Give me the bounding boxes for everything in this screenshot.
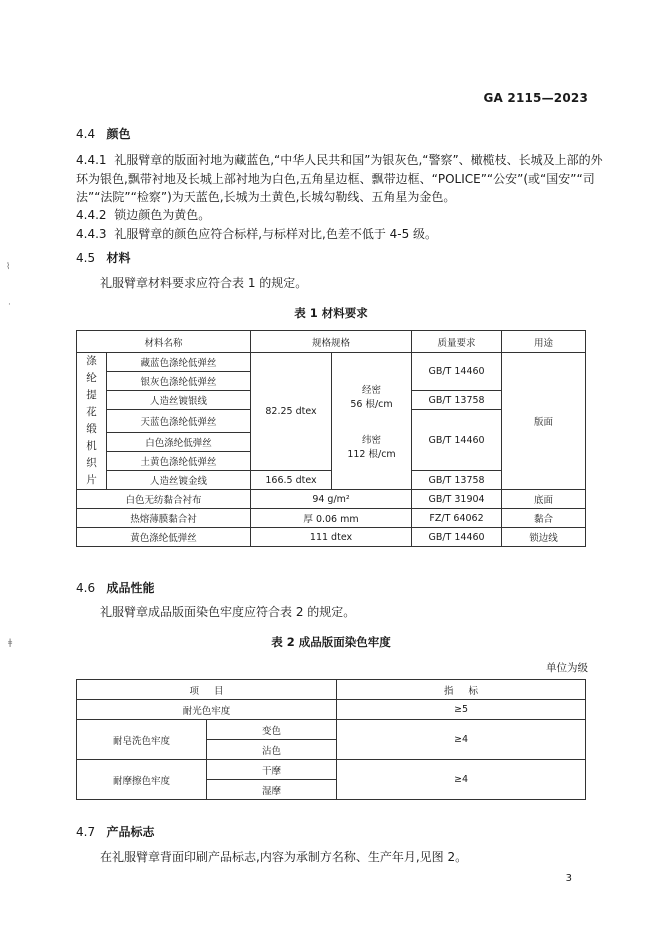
spec-cell: 111 dtex — [251, 528, 412, 547]
section-4-6-paragraph: 礼服臂章成品版面染色牢度应符合表 2 的规定。 — [100, 605, 356, 619]
weft-value: 112 根/cm — [347, 449, 396, 460]
clause-4-4-1-line-2: 环为银色,飘带衬地及长城上部衬地为白色,五角星边框、飘带边框、“POLICE”“公安”(或“国安”“司 — [76, 172, 595, 186]
table-row — [77, 353, 586, 372]
quality-cell: GB/T 13758 — [412, 391, 502, 410]
section-title: 颜色 — [106, 127, 131, 141]
quality-cell: GB/T 14460 — [412, 528, 502, 547]
spec-cell: 厚 0.06 mm — [251, 509, 412, 528]
washing-fastness-label: 耐皂洗色牢度 — [77, 720, 207, 760]
section-number: 4.5 — [76, 251, 96, 265]
clause-number: 4.4.2 — [76, 208, 107, 222]
clause-text: 礼服臂章的版面衬地为藏蓝色,“中华人民共和国”为银灰色,“警察”、橄榄枝、长城及上部的外 — [114, 153, 603, 167]
quality-cell: GB/T 31904 — [412, 490, 502, 509]
material-cell: 人造丝镀金线 — [107, 471, 251, 490]
material-cell: 天蓝色涤纶低弹丝 — [107, 410, 251, 433]
section-4-4-heading — [76, 126, 131, 142]
scan-mark: ǂ — [8, 638, 13, 648]
section-title: 产品标志 — [106, 825, 155, 839]
table-2-caption: 表 2 成品版面染色牢度 — [271, 635, 391, 649]
section-4-5-paragraph: 礼服臂章材料要求应符合表 1 的规定。 — [100, 276, 308, 290]
table-row — [77, 760, 586, 780]
washing-fastness-value: ≥4 — [337, 720, 586, 760]
color-fastness-table — [76, 679, 586, 800]
rubbing-sub-dry: 干摩 — [207, 760, 337, 780]
section-4-7-paragraph: 在礼服臂章背面印刷产品标志,内容为承制方名称、生产年月,见图 2。 — [100, 850, 468, 864]
material-cell: 黄色涤纶低弹丝 — [77, 528, 251, 547]
header-item: 项 目 — [77, 680, 337, 700]
header-spec: 规格规格 — [251, 331, 412, 353]
clause-4-4-1-line-3: 法”“法院”“检察”)为天蓝色,长城为土黄色,长城勾勒线、五角星为金色。 — [76, 190, 456, 204]
header-quality: 质量要求 — [412, 331, 502, 353]
table-1-caption: 表 1 材料要求 — [294, 306, 368, 320]
group-label-text: 涤 纶 提 花 缎 机 织 片 — [86, 355, 97, 486]
standard-number: GA 2115—2023 — [483, 91, 588, 105]
quality-cell: GB/T 14460 — [412, 410, 502, 471]
table-header-row — [77, 680, 586, 700]
material-requirements-table — [76, 330, 586, 547]
rubbing-fastness-label: 耐摩擦色牢度 — [77, 760, 207, 800]
header-use: 用途 — [502, 331, 586, 353]
table-row — [77, 528, 586, 547]
quality-cell: FZ/T 64062 — [412, 509, 502, 528]
material-cell: 土黄色涤纶低弹丝 — [107, 452, 251, 471]
material-cell: 热熔薄膜黏合衬 — [77, 509, 251, 528]
table-header-row — [77, 331, 586, 353]
clause-number: 4.4.3 — [76, 227, 107, 241]
group-label-jacquard — [77, 353, 107, 490]
use-face: 版面 — [502, 353, 586, 490]
spec-cell: 94 g/m² — [251, 490, 412, 509]
spec-82-dtex: 82.25 dtex — [251, 353, 332, 471]
density-cell — [332, 353, 412, 490]
material-cell: 白色无纺黏合衬布 — [77, 490, 251, 509]
section-title: 成品性能 — [106, 581, 155, 595]
light-fastness-label: 耐光色牢度 — [77, 700, 337, 720]
clause-text: 锁边颜色为黄色。 — [114, 208, 211, 222]
use-cell: 底面 — [502, 490, 586, 509]
section-number: 4.7 — [76, 825, 96, 839]
material-cell: 白色涤纶低弹丝 — [107, 433, 251, 452]
table-row — [77, 720, 586, 740]
section-4-5-heading — [76, 250, 131, 266]
rubbing-fastness-value: ≥4 — [337, 760, 586, 800]
material-cell: 藏蓝色涤纶低弹丝 — [107, 353, 251, 372]
warp-value: 56 根/cm — [350, 399, 393, 410]
use-cell: 黏合 — [502, 509, 586, 528]
warp-label: 经密 — [362, 385, 382, 396]
table-row — [77, 509, 586, 528]
clause-4-4-3 — [76, 226, 437, 242]
clause-4-4-2 — [76, 207, 210, 223]
section-title: 材料 — [106, 251, 131, 265]
washing-sub-change: 变色 — [207, 720, 337, 740]
scan-mark: · — [8, 300, 11, 310]
rubbing-sub-wet: 湿摩 — [207, 780, 337, 800]
table-row — [77, 490, 586, 509]
clause-4-4-1-line-1 — [76, 152, 603, 168]
scan-mark: ⌇ — [6, 262, 11, 272]
section-4-7-heading — [76, 824, 155, 840]
spec-166-dtex: 166.5 dtex — [251, 471, 332, 490]
header-index: 指 标 — [337, 680, 586, 700]
use-cell: 锁边线 — [502, 528, 586, 547]
header-material-name: 材料名称 — [77, 331, 251, 353]
table-row — [77, 700, 586, 720]
material-cell: 银灰色涤纶低弹丝 — [107, 372, 251, 391]
quality-cell: GB/T 14460 — [412, 353, 502, 391]
light-fastness-value: ≥5 — [337, 700, 586, 720]
page-number: 3 — [565, 873, 572, 884]
material-cell: 人造丝镀银线 — [107, 391, 251, 410]
clause-text: 礼服臂章的颜色应符合标样,与标样对比,色差不低于 4-5 级。 — [114, 227, 438, 241]
clause-number: 4.4.1 — [76, 153, 107, 167]
table-2-unit: 单位为级 — [546, 662, 588, 674]
washing-sub-stain: 沾色 — [207, 740, 337, 760]
quality-cell: GB/T 13758 — [412, 471, 502, 490]
section-4-6-heading — [76, 580, 155, 596]
section-number: 4.6 — [76, 581, 96, 595]
weft-label: 纬密 — [362, 435, 382, 446]
section-number: 4.4 — [76, 127, 96, 141]
